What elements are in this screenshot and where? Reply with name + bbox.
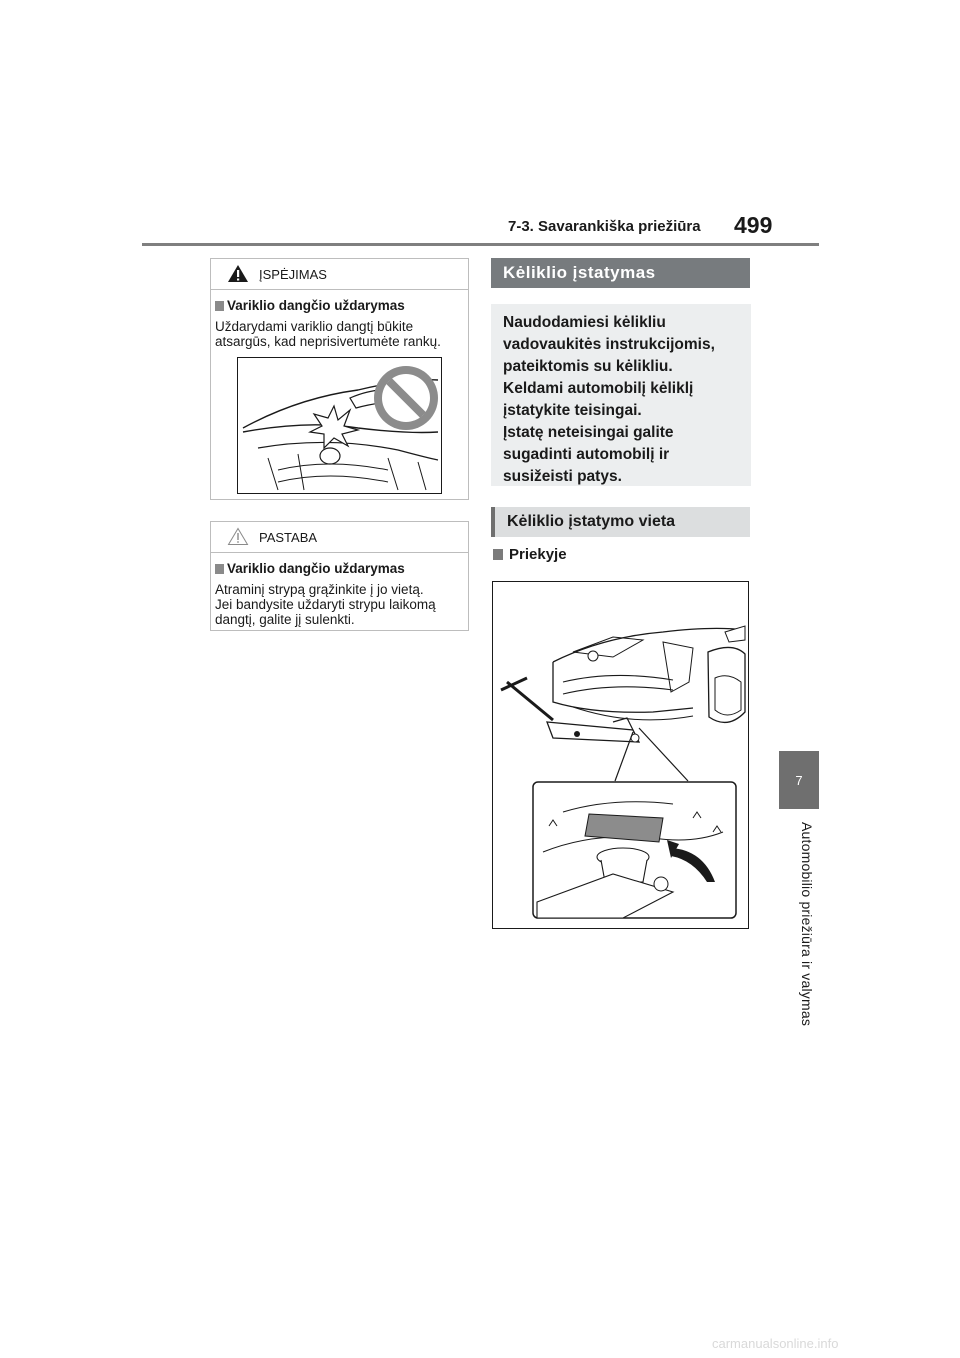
notice-text-line-2: Jei bandysite uždaryti strypu laikomą	[215, 597, 436, 612]
page-number: 499	[734, 212, 773, 238]
warning-text-line-1: Uždarydami variklio dangtį būkite	[215, 319, 414, 334]
notice-text-line-1: Atraminį strypą grąžinkite į jo vietą.	[215, 582, 424, 597]
hood-closing-illustration	[237, 357, 442, 494]
warning-box-heading: ĮSPĖJIMAS	[259, 266, 327, 282]
warning-subtitle-text: Variklio dangčio uždarymas	[227, 298, 405, 313]
watermark: carmanualsonline.info	[712, 1336, 839, 1351]
notice-subtitle-text: Variklio dangčio uždarymas	[227, 561, 405, 576]
panel-line-1: Naudodamiesi kėlikliu	[503, 314, 666, 331]
notice-box-header	[211, 522, 468, 553]
warning-subtitle	[215, 298, 464, 313]
front-bullet-text: Priekyje	[509, 546, 567, 563]
warning-box-header	[211, 259, 468, 290]
panel-line-8: susižeisti patys.	[503, 468, 622, 485]
front-bullet	[493, 546, 567, 563]
warning-box	[210, 258, 469, 500]
chapter-number: 7	[795, 772, 803, 788]
jack-instructions-panel	[491, 304, 751, 486]
running-header-section: 7-3. Savarankiška priežiūra	[508, 218, 701, 235]
notice-box	[210, 521, 469, 631]
jack-location-heading: Kėliklio įstatymo vieta	[491, 507, 750, 537]
panel-line-2: vadovaukitės instrukcijomis,	[503, 336, 715, 353]
panel-line-4: Keldami automobilį kėliklį	[503, 380, 694, 397]
panel-line-3: pateiktomis su kėlikliu.	[503, 358, 673, 375]
chapter-title-vertical: Automobilio priežiūra ir valymas	[799, 822, 815, 1027]
jack-placement-illustration	[492, 581, 749, 929]
square-bullet-icon	[215, 564, 224, 574]
header-divider	[142, 243, 819, 246]
warning-triangle-filled-icon	[227, 264, 249, 286]
panel-line-6: Įstatę neteisingai galite	[503, 424, 674, 441]
panel-line-5: įstatykite teisingai.	[503, 402, 642, 419]
notice-triangle-outline-icon	[227, 527, 249, 549]
notice-box-heading: PASTABA	[259, 529, 318, 545]
notice-text-line-3: dangtį, galite jį sulenkti.	[215, 612, 355, 627]
chapter-tab	[779, 751, 819, 809]
panel-line-7: sugadinti automobilį ir	[503, 446, 670, 463]
square-bullet-icon	[493, 549, 503, 560]
square-bullet-icon	[215, 301, 224, 311]
notice-subtitle	[215, 561, 464, 576]
warning-text-line-2: atsargūs, kad neprisivertumėte rankų.	[215, 334, 441, 349]
jack-section-heading: Kėliklio įstatymas	[491, 258, 750, 288]
